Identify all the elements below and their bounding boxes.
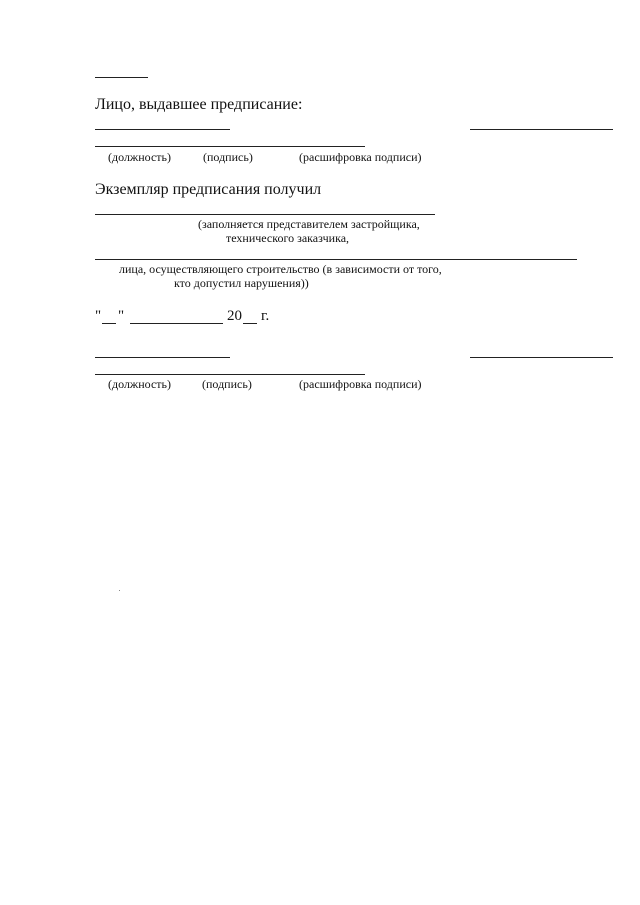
recipient-caption-position: (должность) bbox=[108, 377, 171, 391]
scan-speck bbox=[119, 590, 120, 591]
issuer-caption-signature: (подпись) bbox=[203, 150, 253, 164]
date-year-suffix: г. bbox=[261, 308, 270, 324]
recipient-caption-signature: (подпись) bbox=[202, 377, 252, 391]
issuer-caption-position: (должность) bbox=[108, 150, 171, 164]
date-month-blank bbox=[130, 323, 223, 324]
recipient-signature-line bbox=[95, 374, 365, 375]
recipient-position-line bbox=[95, 357, 230, 358]
date-year-prefix: 20 bbox=[227, 308, 242, 324]
issuer-position-line bbox=[95, 129, 230, 130]
date-open-quote: " bbox=[95, 308, 102, 324]
recipient-caption-signature-decoding: (расшифровка подписи) bbox=[299, 377, 422, 391]
date-day-blank bbox=[102, 323, 116, 324]
date-close-quote: " bbox=[118, 308, 125, 324]
issuer-signature-decoding-line bbox=[470, 129, 613, 130]
recipient-note-line1: (заполняется представителем застройщика, bbox=[198, 217, 420, 231]
issuer-caption-signature-decoding: (расшифровка подписи) bbox=[299, 150, 422, 164]
recipient-note-line2: технического заказчика, bbox=[226, 231, 350, 245]
issuer-heading: Лицо, выдавшее предписание: bbox=[95, 96, 303, 113]
recipient-note-line3: лица, осуществляющего строительство (в зависимости от того, bbox=[119, 262, 442, 276]
recipient-signature-decoding-line bbox=[470, 357, 613, 358]
issuer-signature-line bbox=[95, 146, 365, 147]
recipient-organization-line bbox=[95, 259, 577, 260]
date-year-blank bbox=[243, 323, 257, 324]
recipient-note-line4: кто допустил нарушения)) bbox=[174, 276, 309, 290]
recipient-heading: Экземпляр предписания получил bbox=[95, 181, 322, 198]
top-short-line bbox=[95, 77, 148, 78]
recipient-name-line bbox=[95, 214, 435, 215]
